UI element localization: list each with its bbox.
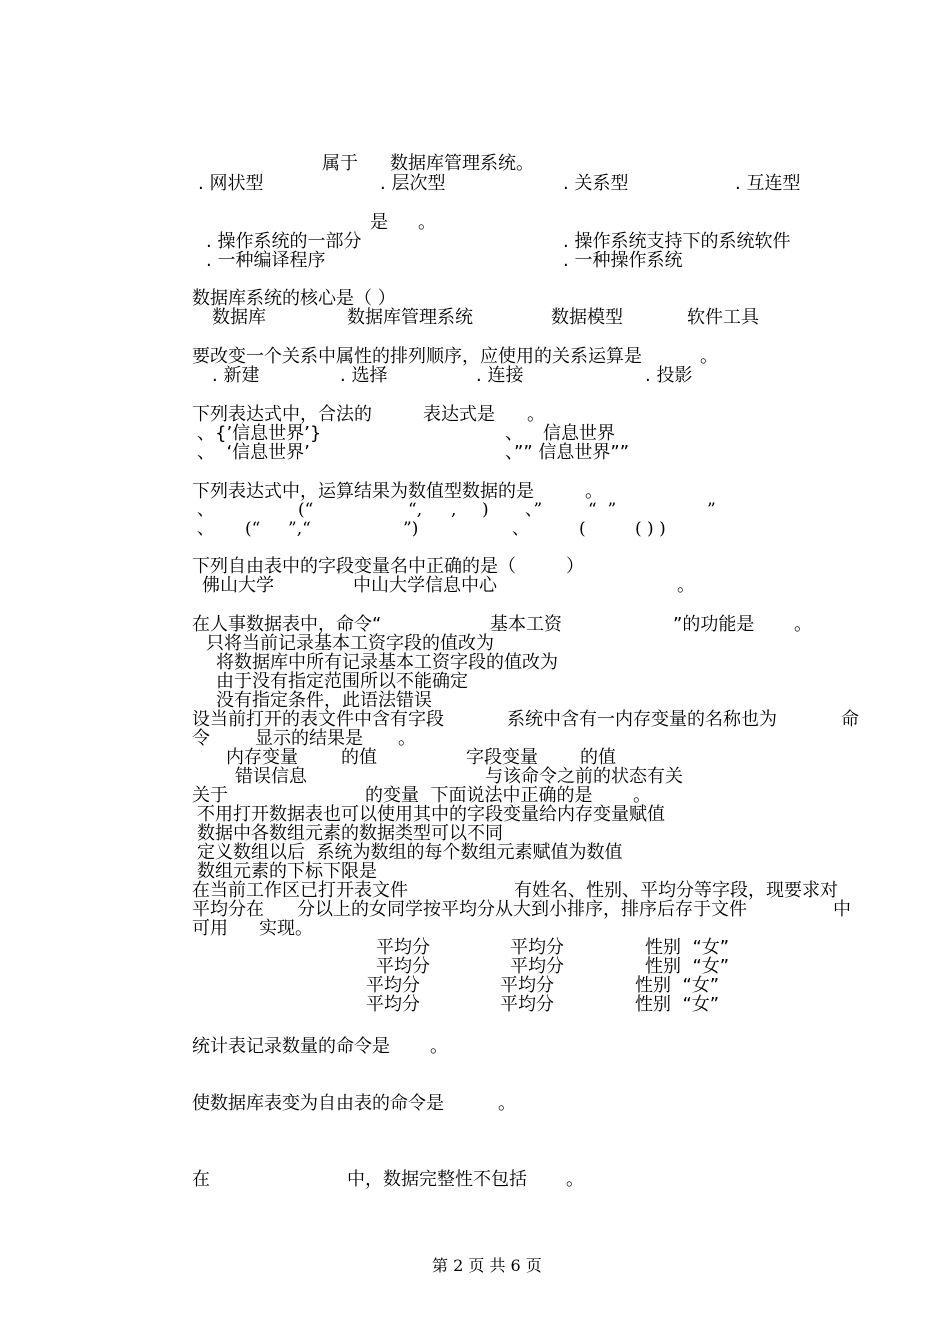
q11-option-d-part: 平均分 xyxy=(500,994,554,1015)
q10-option-a: 不用打开数据表也可以使用其中的字段变量给内存变量赋值 xyxy=(197,804,665,825)
q10-stem-part: 。 xyxy=(633,785,651,806)
q7-option-b: 中山大学信息中心 xyxy=(353,575,497,596)
q11-stem-part: 在当前工作区已打开表文件 xyxy=(192,880,408,901)
q9-option-c: 错误信息 xyxy=(235,766,307,787)
q13-stem-part: 。 xyxy=(498,1093,516,1114)
q6-option-d-part: ( ) ) xyxy=(635,519,666,539)
q7-stem-part: ） xyxy=(566,556,584,577)
q11-option-b-part: 性别 “女” xyxy=(645,956,730,977)
q8-stem-part: 。 xyxy=(794,614,812,635)
q6-stem-part: 。 xyxy=(585,481,603,502)
q1-stem-part: 数据库管理系统。 xyxy=(390,153,534,174)
q6-option-b-part: “ ” xyxy=(588,500,617,520)
q4-option-d: . 投影 xyxy=(645,365,693,386)
q11-option-c-part: 平均分 xyxy=(500,975,554,996)
q9-stem-part: 系统中含有一内存变量的名称也为 xyxy=(507,709,777,730)
q3-option-d: 软件工具 xyxy=(687,307,759,328)
q11-stem-part: 平均分在 xyxy=(192,899,264,920)
q5-stem-part: 下列表达式中，合法的 xyxy=(192,404,372,425)
q8-stem-part: 基本工资 xyxy=(490,614,562,635)
q5-option-c: 、 ‘信息世界’ xyxy=(197,442,310,463)
q11-stem-part: 分以上的女同学按平均分从大到小排序，排序后存于文件 xyxy=(297,899,747,920)
q6-option-a-part: (“ xyxy=(298,500,314,520)
q10-option-c: 定义数组以后 系统为数组的每个数组元素赋值为数值 xyxy=(197,842,623,863)
q9-stem-part: 令 xyxy=(192,728,210,749)
q6-option-d-part: ( xyxy=(579,519,586,539)
q11-stem-part: 中 xyxy=(833,899,851,920)
q5-option-b-mark: 、 xyxy=(505,423,523,444)
q3-option-c: 数据模型 xyxy=(551,307,623,328)
q2-option-c: . 一种编译程序 xyxy=(206,250,326,271)
q6-option-a-part: “, xyxy=(408,500,423,520)
q11-stem-part: 有姓名、性别、平均分等字段，现要求对 xyxy=(514,880,838,901)
q4-stem-part: 。 xyxy=(700,346,718,367)
q10-option-b: 数据中各数组元素的数据类型可以不同 xyxy=(197,823,503,844)
q2-option-b: . 操作系统支持下的系统软件 xyxy=(563,231,791,252)
q6-option-b-part: ” xyxy=(707,500,716,520)
q4-stem-part: 要改变一个关系中属性的排列顺序，应使用的关系运算是 xyxy=(192,346,642,367)
q4-option-b: . 选择 xyxy=(340,365,388,386)
q9-stem-part: 显示的结果是 xyxy=(255,728,363,749)
q9-stem-part: 命 xyxy=(841,709,859,730)
q11-option-a-part: 性别 “女” xyxy=(645,937,730,958)
q6-stem-part: 下列表达式中，运算结果为数值型数据的是 xyxy=(192,481,534,502)
q12-stem-part: 。 xyxy=(430,1036,448,1057)
q14-stem-part: 中，数据完整性不包括 xyxy=(347,1169,527,1190)
q8-option-a: 只将当前记录基本工资字段的值改为 xyxy=(206,633,494,654)
page-number-footer: 第 2 页 共 6 页 xyxy=(432,1256,542,1275)
q1-option-b: . 层次型 xyxy=(380,173,446,194)
q10-option-d: 数组元素的下标下限是 xyxy=(197,861,377,882)
q5-option-b: 信息世界 xyxy=(543,423,615,444)
q6-option-d-mark: 、 xyxy=(512,519,529,539)
q6-option-c-part: (“ xyxy=(245,519,261,539)
q2-stem-part: 是 xyxy=(370,212,388,233)
q12-stem-part: 统计表记录数量的命令是 xyxy=(192,1036,390,1057)
q14-stem-part: 。 xyxy=(566,1169,584,1190)
q2-option-d: . 一种操作系统 xyxy=(563,250,683,271)
q7-option-c: 。 xyxy=(677,575,695,596)
q11-option-d-part: 性别 “女” xyxy=(635,994,720,1015)
q6-option-a-part: ) xyxy=(482,500,489,520)
q6-option-c-part: ”,“ xyxy=(288,519,311,539)
q9-option-b: 字段变量 xyxy=(466,747,538,768)
q11-option-b-part: 平均分 xyxy=(376,956,430,977)
q2-stem-part: 。 xyxy=(418,212,436,233)
q6-option-a-mark: 、 xyxy=(197,500,214,520)
q11-option-b-part: 平均分 xyxy=(510,956,564,977)
q5-option-a: 、{’信息世界’} xyxy=(197,423,322,444)
q2-option-a: . 操作系统的一部分 xyxy=(206,231,362,252)
q8-option-b: 将数据库中所有记录基本工资字段的值改为 xyxy=(216,652,558,673)
q11-stem-part: 可用 xyxy=(192,918,228,939)
q3-option-b: 数据库管理系统 xyxy=(347,307,473,328)
q11-option-c-part: 性别 “女” xyxy=(635,975,720,996)
q9-option-a: 内存变量 xyxy=(226,747,298,768)
q11-option-c-part: 平均分 xyxy=(366,975,420,996)
q1-stem-part: 属于 xyxy=(322,153,358,174)
q4-option-a: . 新建 xyxy=(212,365,260,386)
q5-option-d: 、”” 信息世界”” xyxy=(505,442,630,463)
q9-option-d: 与该命令之前的状态有关 xyxy=(485,766,683,787)
q14-stem-part: 在 xyxy=(192,1169,210,1190)
q6-option-a-part: , xyxy=(451,500,457,520)
q8-option-c: 由于没有指定范围所以不能确定 xyxy=(216,671,468,692)
q7-option-a: 佛山大学 xyxy=(202,575,274,596)
q1-option-a: . 网状型 xyxy=(198,173,264,194)
q11-option-a-part: 平均分 xyxy=(510,937,564,958)
q9-stem-part: 设当前打开的表文件中含有字段 xyxy=(192,709,444,730)
q7-stem-part: 下列自由表中的字段变量名中正确的是（ xyxy=(192,556,516,577)
q5-stem-part: 。 xyxy=(527,404,545,425)
q6-option-b-mark: 、” xyxy=(525,500,543,520)
q4-option-c: . 连接 xyxy=(476,365,524,386)
q6-option-c-mark: 、 xyxy=(197,519,214,539)
q9-stem-part: 。 xyxy=(398,728,416,749)
q11-option-a-part: 平均分 xyxy=(376,937,430,958)
q8-stem-part: ”的功能是 xyxy=(673,614,755,635)
q3-stem: 数据库系统的核心是（ ） xyxy=(192,288,396,309)
q1-option-d: . 互连型 xyxy=(735,173,801,194)
q10-stem-part: 关于 xyxy=(192,785,228,806)
q9-option-b-part: 的值 xyxy=(580,747,616,768)
q6-option-c-part: ”) xyxy=(403,519,419,539)
q1-option-c: . 关系型 xyxy=(563,173,629,194)
q11-option-d-part: 平均分 xyxy=(366,994,420,1015)
q10-stem-part: 的变量 下面说法中正确的是 xyxy=(365,785,593,806)
q5-stem-part: 表达式是 xyxy=(423,404,495,425)
q11-stem-part: 实现。 xyxy=(259,918,313,939)
q8-option-d: 没有指定条件，此语法错误 xyxy=(216,690,432,711)
q8-stem-part: 在人事数据表中，命令“ xyxy=(192,614,382,635)
q9-option-a-part: 的值 xyxy=(341,747,377,768)
q3-option-a: 数据库 xyxy=(212,307,266,328)
q13-stem-part: 使数据库表变为自由表的命令是 xyxy=(192,1093,444,1114)
